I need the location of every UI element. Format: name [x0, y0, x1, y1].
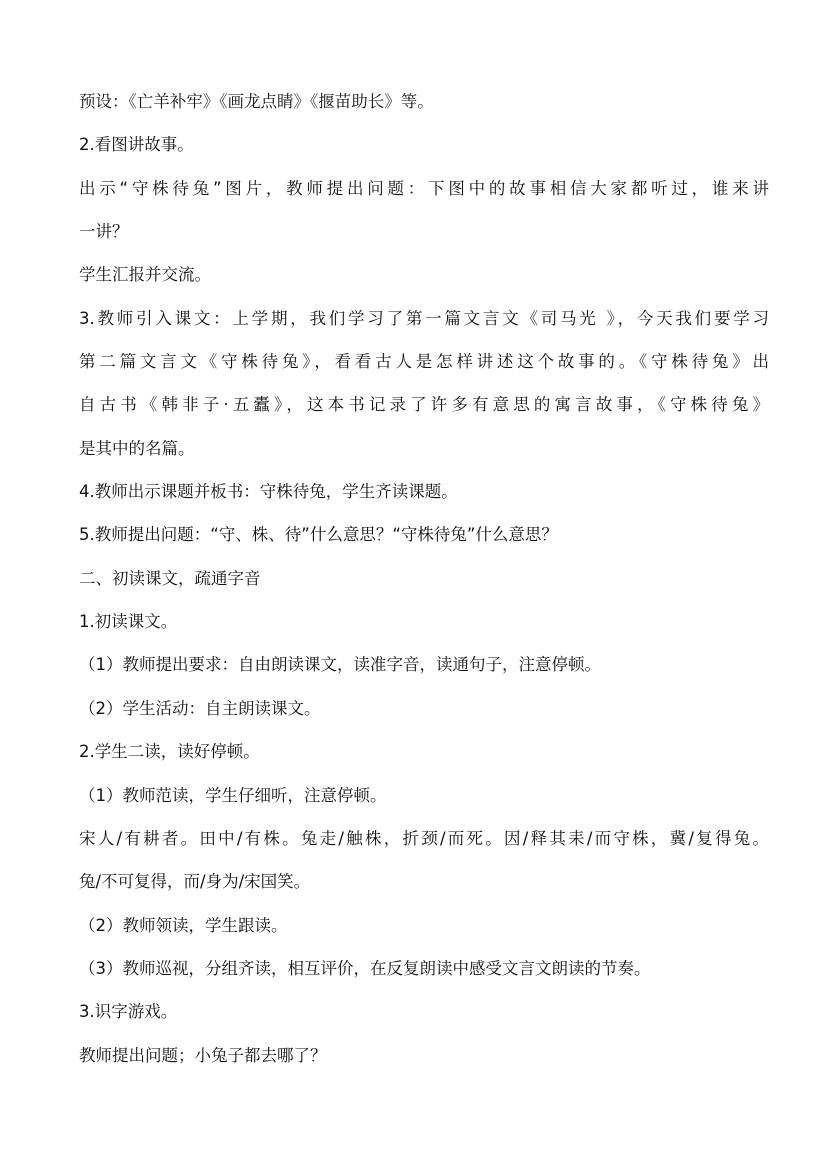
text-line-literacy-game: 3.识字游戏。 [79, 1002, 178, 1022]
text-line-step-3-cont-2: 自古书《韩非子·五蠹》，这本书记录了许多有意思的寓言故事，《守株待兔》 [79, 395, 769, 415]
text-line-classical-text-2: 兔/不可复得，而/身为/宋国笑。 [79, 872, 311, 892]
text-line-step-4: 4.教师出示课题并板书：守株待兔，学生齐读课题。 [79, 482, 458, 502]
text-line-step-3-cont-1: 第二篇文言文《守株待兔》，看看古人是怎样讲述这个故事的。《守株待兔》出 [79, 352, 769, 372]
document-body [79, 88, 769, 1085]
text-line-second-reading: 2.学生二读，读好停顿。 [79, 742, 260, 762]
text-line-group-reading: （3）教师巡视，分组齐读，相互评价，在反复朗读中感受文言文朗读的节奏。 [79, 958, 651, 978]
text-line-requirement: （1）教师提出要求：自由朗读课文，读准字音，读通句子，注意停顿。 [79, 655, 601, 675]
text-line-classical-text-1: 宋人/有耕者。田中/有株。兔走/触株，折颈/而死。因/释其耒/而守株，冀/复得兔。 [79, 828, 769, 848]
text-line-show-picture-cont: 一讲？ [79, 222, 129, 242]
text-line-show-picture: 出示“守株待兔”图片，教师提出问题：下图中的故事相信大家都听过，谁来讲 [79, 178, 769, 198]
text-line-student-report: 学生汇报并交流。 [79, 265, 211, 285]
text-line-preset: 预设：《亡羊补牢》《画龙点睛》《揠苗助长》等。 [79, 92, 434, 111]
text-line-first-reading: 1.初读课文。 [79, 612, 178, 632]
text-line-step-3: 3.教师引入课文：上学期，我们学习了第一篇文言文《司马光 》，今天我们要学习 [79, 308, 769, 328]
text-line-step-3-cont-3: 是其中的名篇。 [79, 438, 195, 458]
section-heading-first-reading: 二、初读课文，疏通字音 [79, 568, 261, 588]
text-line-question: 教师提出问题；小兔子都去哪了？ [79, 1045, 327, 1065]
text-line-student-activity: （2）学生活动：自主朗读课文。 [79, 698, 321, 718]
text-line-lead-reading: （2）教师领读，学生跟读。 [79, 915, 288, 935]
text-line-teacher-demo: （1）教师范读，学生仔细听，注意停顿。 [79, 785, 387, 805]
text-line-step-2-heading: 2.看图讲故事。 [79, 135, 194, 155]
text-line-step-5: 5.教师提出问题：“守、株、待”什么意思？“守株待兔”什么意思？ [79, 525, 558, 545]
